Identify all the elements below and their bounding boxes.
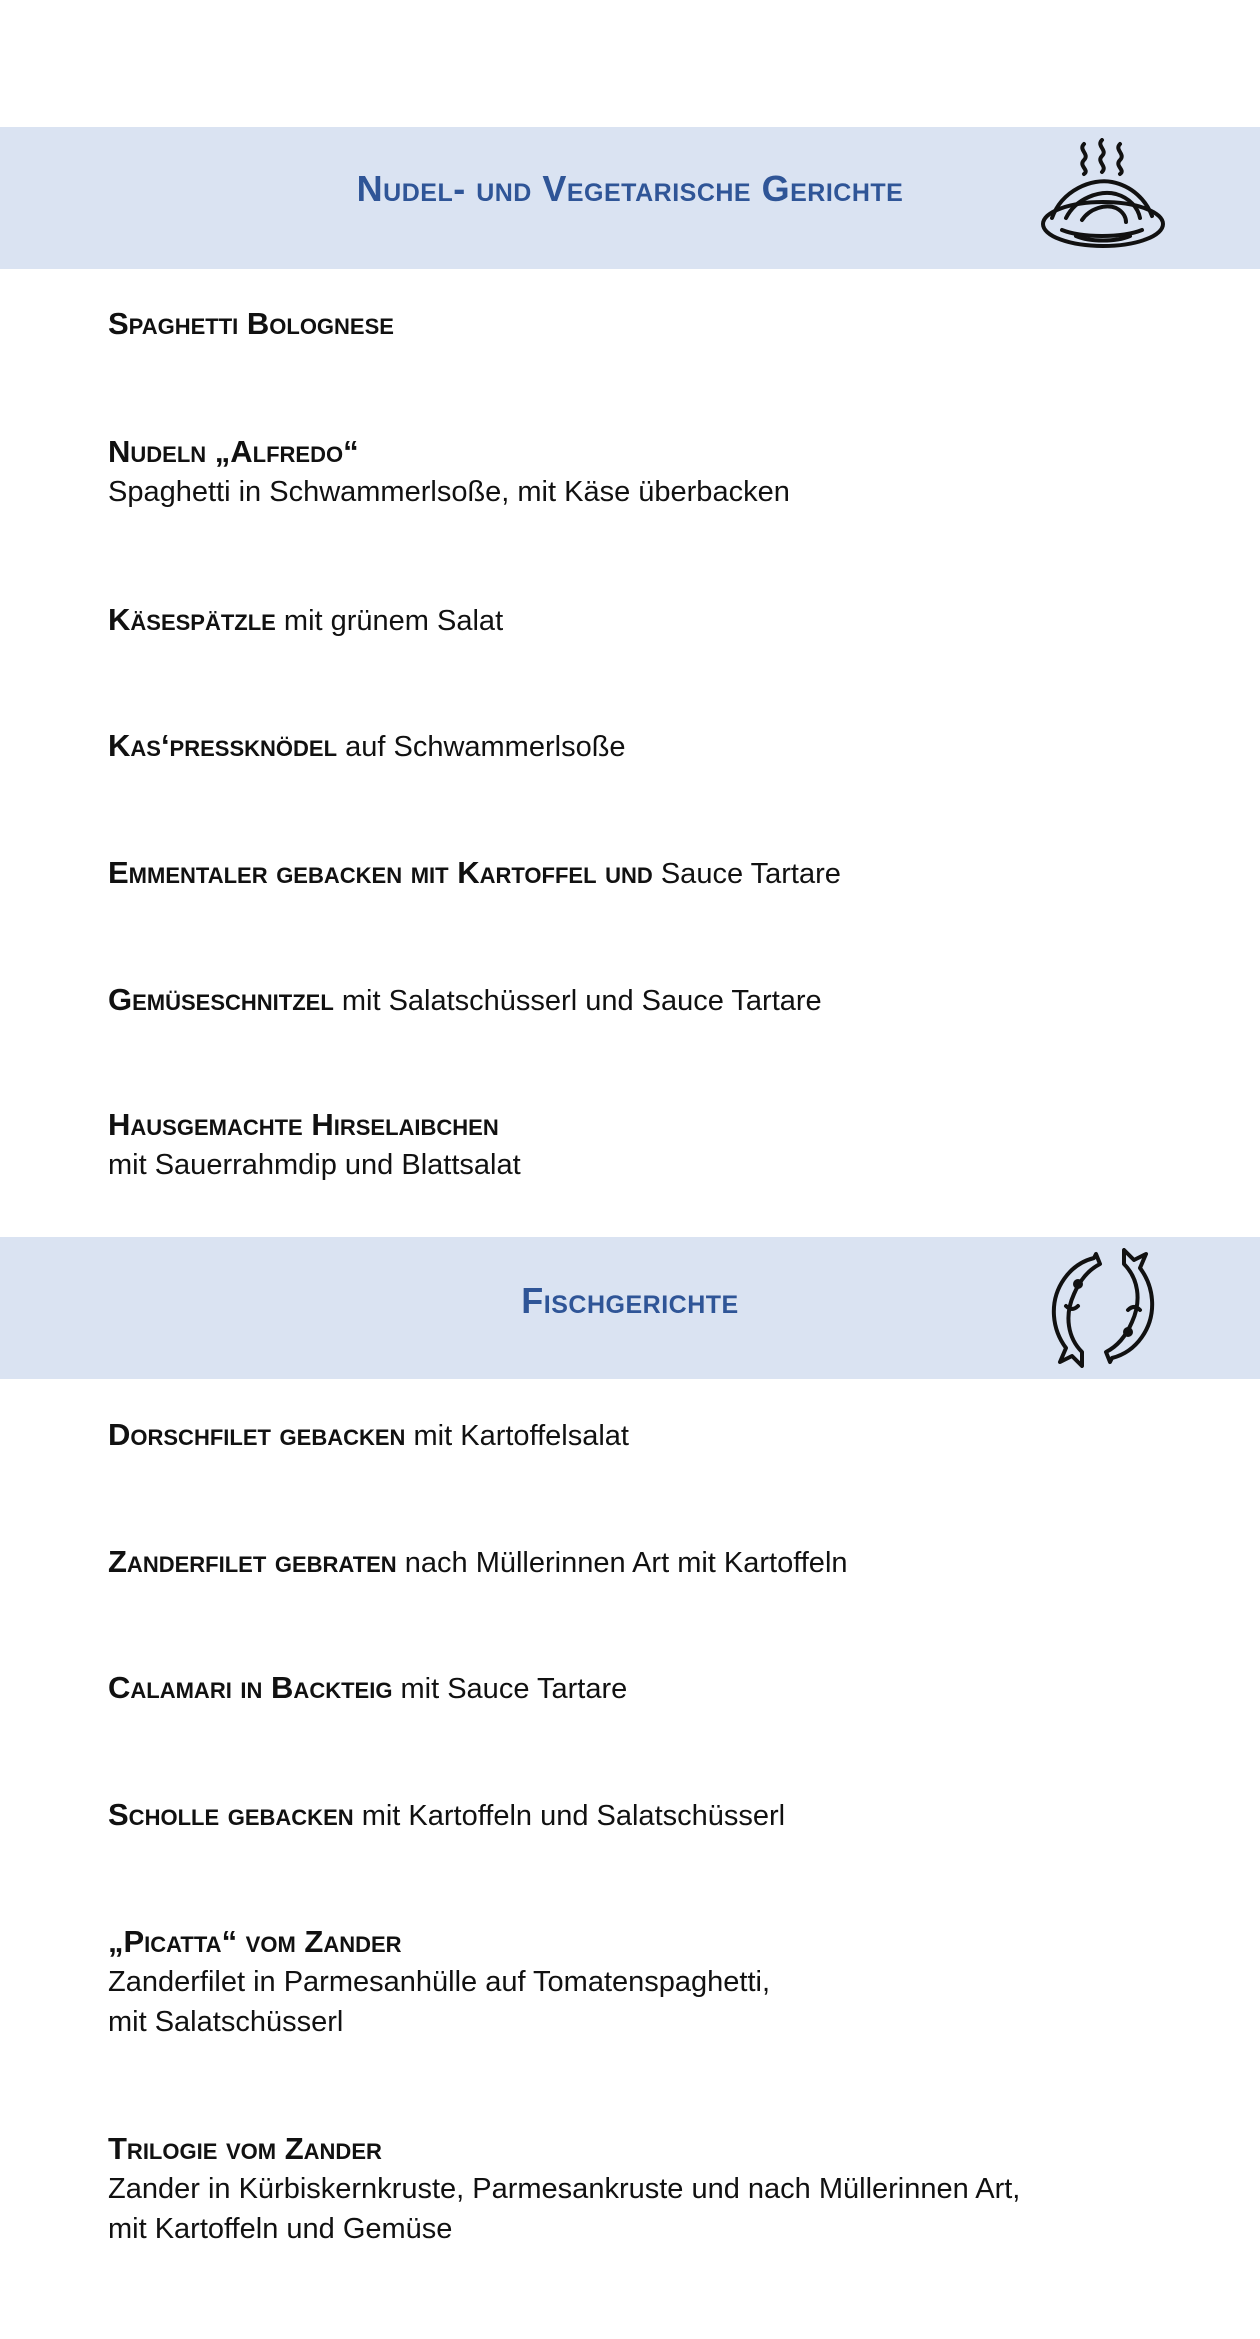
item-description: mit Sauerrahmdip und Blattsalat	[108, 1149, 521, 1181]
item-accompaniment: mit Salatschüsserl und Sauce Tartare	[341, 985, 822, 1017]
menu-item	[108, 1922, 1168, 2042]
item-accompaniment: mit Sauce Tartare	[400, 1673, 628, 1705]
item-name: Calamari in Backteig	[108, 1670, 393, 1705]
item-description: Zanderfilet in Parmesanhülle auf Tomatenspaghetti,	[108, 1966, 771, 1998]
item-name: Kas‘pressknödel	[108, 728, 338, 763]
menu-item	[108, 600, 1168, 641]
menu-item	[108, 1542, 1168, 1583]
menu-item	[108, 1105, 1168, 1185]
menu-item	[108, 726, 1168, 767]
menu-item	[108, 2129, 1168, 2249]
menu-item	[108, 1795, 1168, 1836]
menu-item	[108, 1415, 1168, 1456]
menu-item	[108, 432, 1168, 512]
item-name: Spaghetti Bolognese	[108, 306, 394, 341]
menu-item	[108, 853, 1168, 894]
item-description: Zander in Kürbiskernkruste, Parmesankruste und nach Müllerinnen Art,	[108, 2173, 1021, 2205]
item-accompaniment: nach Müllerinnen Art mit Kartoffeln	[404, 1547, 848, 1579]
item-name: Dorschfilet gebacken	[108, 1417, 406, 1452]
menu-item	[108, 304, 1168, 345]
pasta-bowl-icon	[1036, 138, 1170, 258]
item-accompaniment: mit Kartoffeln und Salatschüsserl	[361, 1800, 786, 1832]
fish-icon	[1036, 1248, 1170, 1368]
menu-item	[108, 980, 1168, 1021]
item-name: Zanderfilet gebraten	[108, 1544, 397, 1579]
item-name: Käsespätzle	[108, 602, 276, 637]
item-name: „Picatta“ vom Zander	[108, 1924, 402, 1959]
section-title: Nudel- und Vegetarische Gerichte	[356, 168, 904, 209]
item-description: mit Kartoffeln und Gemüse	[108, 2213, 453, 2245]
item-description: Spaghetti in Schwammerlsoße, mit Käse überbacken	[108, 476, 790, 508]
item-name: Scholle gebacken	[108, 1797, 354, 1832]
item-accompaniment: auf Schwammerlsoße	[345, 731, 626, 763]
item-name: Hausgemachte Hirselaibchen	[108, 1107, 499, 1142]
item-name: Emmentaler gebacken mit Kartoffel und	[108, 855, 653, 890]
item-description: mit Salatschüsserl	[108, 2006, 344, 2038]
section-title: Fischgerichte	[521, 1280, 739, 1321]
item-name: Nudeln „Alfredo“	[108, 434, 359, 469]
item-name: Gemüseschnitzel	[108, 982, 334, 1017]
item-accompaniment: mit grünem Salat	[283, 605, 504, 637]
item-name: Trilogie vom Zander	[108, 2131, 382, 2166]
item-accompaniment: mit Kartoffelsalat	[413, 1420, 629, 1452]
item-accompaniment: Sauce Tartare	[660, 858, 841, 890]
menu-item	[108, 1668, 1168, 1709]
